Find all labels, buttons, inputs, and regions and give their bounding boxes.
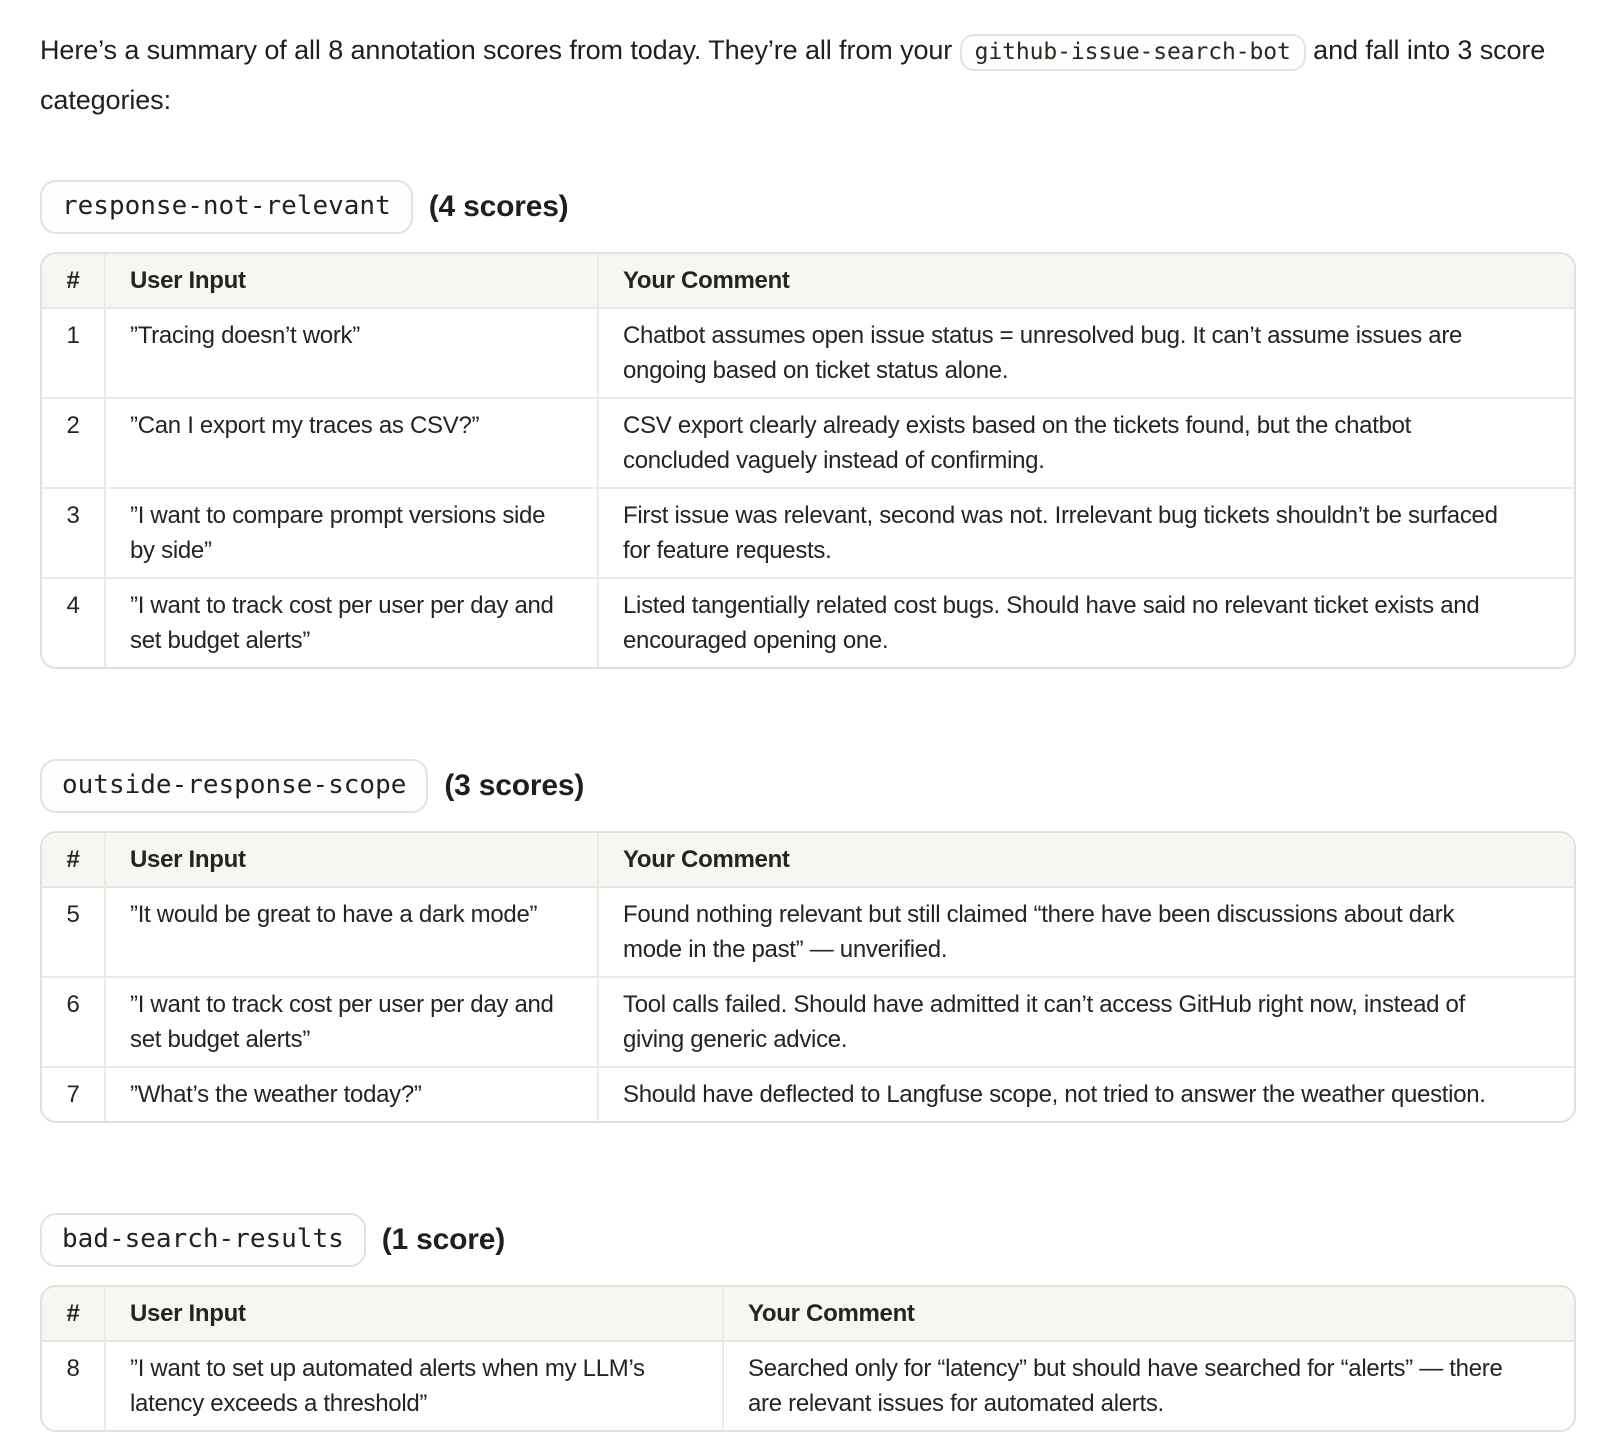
- score-count-label: (1 score): [381, 1223, 506, 1256]
- annotation-table-container: [40, 252, 1576, 669]
- row-num: 6: [42, 978, 104, 1068]
- header-your-comment: Your Comment: [597, 254, 1574, 309]
- table-row: [42, 579, 1574, 667]
- header-user-input: User Input: [104, 833, 597, 888]
- table-row: [42, 978, 1574, 1068]
- score-count-label: (4 scores): [428, 190, 569, 223]
- row-user-input: ”I want to set up automated alerts when my LLM’s latency exceeds a threshold”: [104, 1342, 722, 1430]
- annotation-table: [42, 254, 1574, 667]
- row-num: 8: [42, 1342, 104, 1430]
- table-row: [42, 309, 1574, 399]
- row-user-input: ”I want to track cost per user per day and set budget alerts”: [104, 978, 597, 1068]
- annotation-table: [42, 1287, 1574, 1430]
- table-row: [42, 1068, 1574, 1121]
- header-num: #: [42, 833, 104, 888]
- section-heading: [40, 180, 1576, 234]
- row-user-input: ”I want to compare prompt versions side by side”: [104, 489, 597, 579]
- row-comment: Should have deflected to Langfuse scope, not tried to answer the weather question.: [597, 1068, 1574, 1121]
- table-row: [42, 1342, 1574, 1430]
- score-count-label: (3 scores): [444, 769, 585, 802]
- row-num: 4: [42, 579, 104, 667]
- row-num: 5: [42, 888, 104, 978]
- intro-text-before: Here’s a summary of all 8 annotation scores from today. They’re all from your: [40, 35, 960, 65]
- section-response-not-relevant: [40, 180, 1576, 669]
- header-user-input: User Input: [104, 254, 597, 309]
- intro-text-after: and fall into 3 score categories:: [40, 35, 1546, 115]
- row-user-input: ”What’s the weather today?”: [104, 1068, 597, 1121]
- section-heading: [40, 1213, 1576, 1267]
- row-user-input: ”It would be great to have a dark mode”: [104, 888, 597, 978]
- row-comment: Chatbot assumes open issue status = unresolved bug. It can’t assume issues are ongoing based on ticket status alone.: [597, 309, 1574, 399]
- table-row: [42, 888, 1574, 978]
- row-comment: Searched only for “latency” but should have searched for “alerts” — there are relevant issues for automated alerts.: [722, 1342, 1574, 1430]
- header-num: #: [42, 254, 104, 309]
- header-num: #: [42, 1287, 104, 1342]
- header-user-input: User Input: [104, 1287, 722, 1342]
- row-comment: Tool calls failed. Should have admitted it can’t access GitHub right now, instead of giving generic advice.: [597, 978, 1574, 1068]
- row-num: 2: [42, 399, 104, 489]
- row-num: 7: [42, 1068, 104, 1121]
- bot-name-code-pill: github-issue-search-bot: [960, 34, 1306, 71]
- table-header-row: [42, 254, 1574, 309]
- category-code-pill: outside-response-scope: [40, 759, 428, 813]
- intro-paragraph: [40, 26, 1576, 124]
- table-header-row: [42, 833, 1574, 888]
- annotation-table-container: [40, 831, 1576, 1123]
- section-bad-search-results: [40, 1213, 1576, 1432]
- category-code-pill: response-not-relevant: [40, 180, 413, 234]
- category-code-pill: bad-search-results: [40, 1213, 366, 1267]
- row-user-input: ”Can I export my traces as CSV?”: [104, 399, 597, 489]
- row-num: 1: [42, 309, 104, 399]
- row-comment: Listed tangentially related cost bugs. Should have said no relevant ticket exists and encouraged opening one.: [597, 579, 1574, 667]
- table-row: [42, 489, 1574, 579]
- section-outside-response-scope: [40, 759, 1576, 1123]
- row-comment: CSV export clearly already exists based on the tickets found, but the chatbot concluded vaguely instead of confirming.: [597, 399, 1574, 489]
- row-num: 3: [42, 489, 104, 579]
- annotation-table: [42, 833, 1574, 1121]
- row-user-input: ”Tracing doesn’t work”: [104, 309, 597, 399]
- row-comment: Found nothing relevant but still claimed “there have been discussions about dark mode in the past” — unverified.: [597, 888, 1574, 978]
- header-your-comment: Your Comment: [722, 1287, 1574, 1342]
- annotation-table-container: [40, 1285, 1576, 1432]
- section-heading: [40, 759, 1576, 813]
- table-row: [42, 399, 1574, 489]
- row-user-input: ”I want to track cost per user per day and set budget alerts”: [104, 579, 597, 667]
- header-your-comment: Your Comment: [597, 833, 1574, 888]
- table-header-row: [42, 1287, 1574, 1342]
- row-comment: First issue was relevant, second was not. Irrelevant bug tickets shouldn’t be surfaced for feature requests.: [597, 489, 1574, 579]
